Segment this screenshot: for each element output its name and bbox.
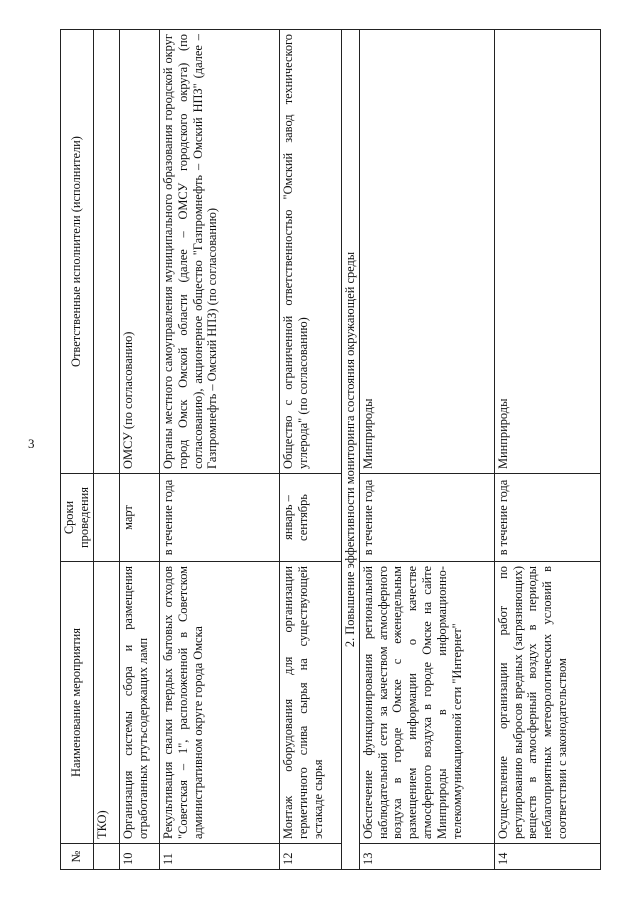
table-row — [494, 30, 600, 870]
row-activity: Организация системы сбора и размещения отработанных ртутьсодержащих ламп — [119, 562, 159, 844]
header-number: № — [61, 844, 94, 870]
table-header-row — [61, 30, 94, 870]
row-number: 13 — [359, 844, 494, 870]
row-number: 10 — [119, 844, 159, 870]
table-row — [279, 30, 341, 870]
row-term — [93, 474, 119, 562]
row-term: март — [119, 474, 159, 562]
header-term: Сроки проведения — [61, 474, 94, 562]
row-activity: Монтаж оборудования для организации герметичного слива сырья на существующей эстакаде сырья — [279, 562, 341, 844]
row-responsible — [93, 30, 119, 474]
row-responsible: Общество с ограниченной ответственностью "Омский завод технического углерода" (по согласованию) — [279, 30, 341, 474]
row-term: январь – сентябрь — [279, 474, 341, 562]
row-responsible: Органы местного самоуправления муниципального образования городской округ город Омск Омской области (далее – ОМСУ городского округа) (по согласованию), акционерное общество "Газпромнефть – Омский НПЗ" (далее – Газпромнефть – Омский НПЗ) (по согласованию) — [159, 30, 279, 474]
row-term: в течение года — [359, 474, 494, 562]
row-responsible: Минприроды — [494, 30, 600, 474]
table-row — [93, 30, 119, 870]
row-number: 14 — [494, 844, 600, 870]
header-responsible: Ответственные исполнители (исполнители) — [61, 30, 94, 474]
row-number: 12 — [279, 844, 341, 870]
table-row — [359, 30, 494, 870]
action-plan-table — [60, 29, 601, 870]
row-activity: Обеспечение функционирования региональной наблюдательной сети за качеством атмосферного воздуха в городе Омске с еженедельным размещением информации о качестве атмосферного воздуха в городе Омске на сайте Минприроды в информационно-телекоммуникационной сети "Интернет" — [359, 562, 494, 844]
row-term: в течение года — [494, 474, 600, 562]
row-activity: ТКО) — [93, 562, 119, 844]
row-responsible: ОМСУ (по согласованию) — [119, 30, 159, 474]
table-row — [119, 30, 159, 870]
section-title: 2. Повышение эффективности мониторинга состояния окружающей среды — [341, 30, 359, 870]
row-term: в течение года — [159, 474, 279, 562]
row-number: 11 — [159, 844, 279, 870]
row-responsible: Минприроды — [359, 30, 494, 474]
header-activity-name: Наименование мероприятия — [61, 562, 94, 844]
row-activity: Рекультивация свалки твердых бытовых отходов "Советская – 1", расположенной в Советском административном округе города Омска — [159, 562, 279, 844]
row-number — [93, 844, 119, 870]
section-row — [341, 30, 359, 870]
rotated-page-content — [60, 0, 640, 870]
row-activity: Осуществление организации работ по регулированию выбросов вредных (загрязняющих) веществ в атмосферный воздух в периоды неблагоприятных метеорологических условий в соответствии с законодательством — [494, 562, 600, 844]
table-row — [159, 30, 279, 870]
page-number: 3 — [28, 436, 35, 451]
